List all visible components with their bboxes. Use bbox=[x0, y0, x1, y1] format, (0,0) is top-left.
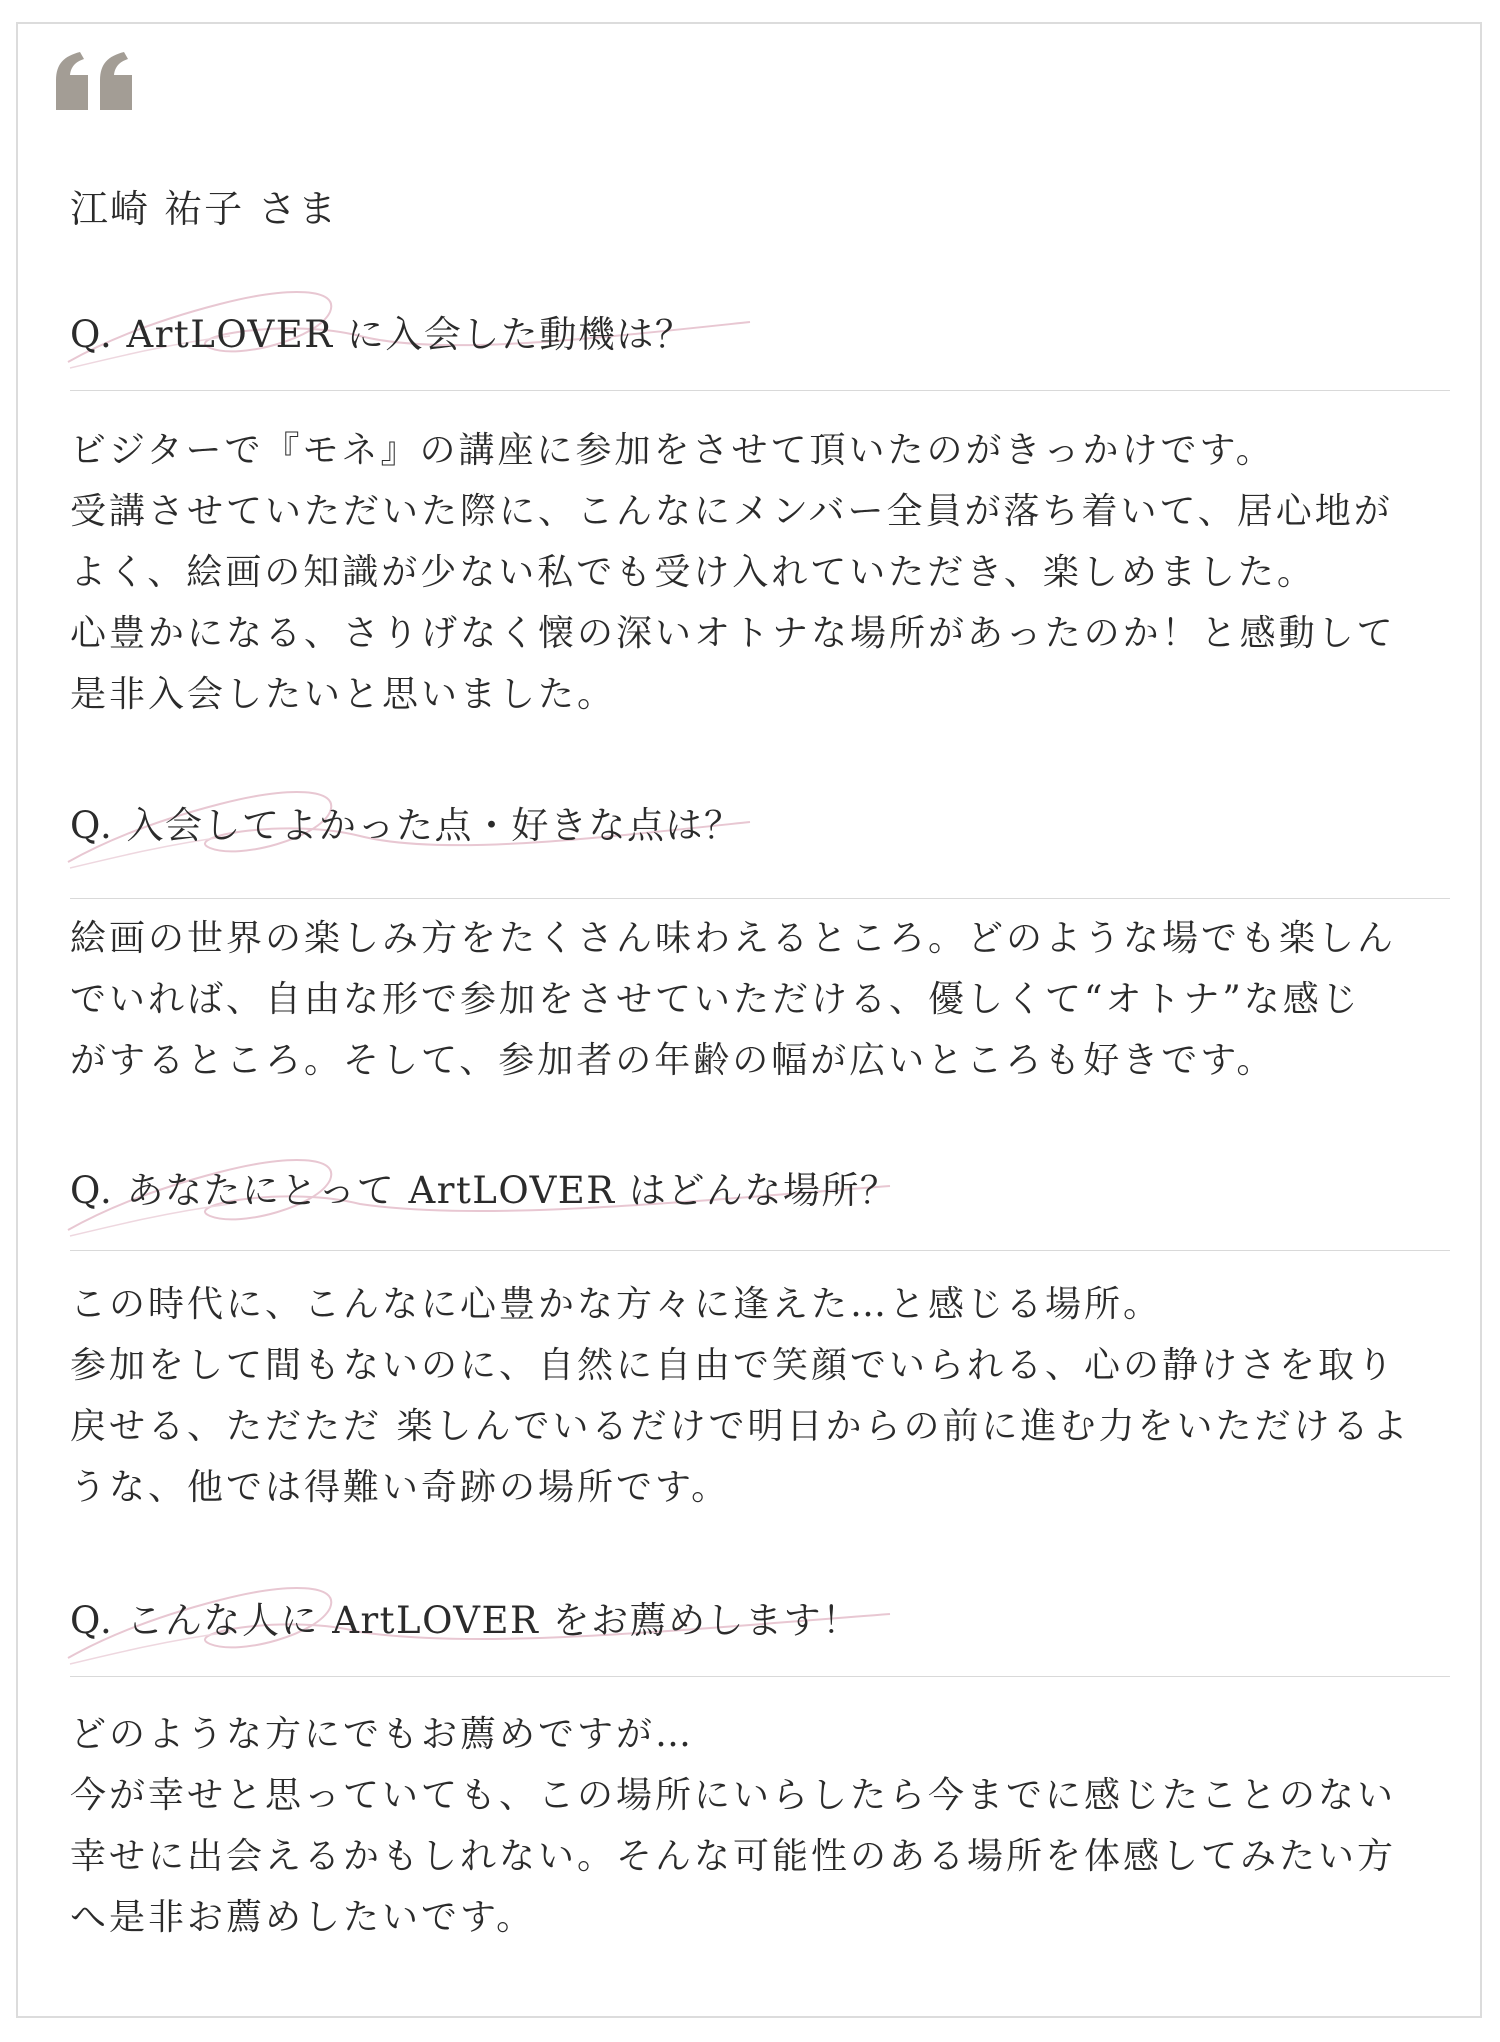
answer-line: 参加をして間もないのに、自然に自由で笑顔でいられる、心の静けさを取り bbox=[70, 1345, 1397, 1386]
question-heading: Q. ArtLOVER に入会した動機は？ bbox=[70, 313, 694, 356]
answer-line: よく、絵画の知識が少ない私でも受け入れていただき、楽しめました。 bbox=[70, 552, 1316, 593]
answer-line: ビジターで『モネ』の講座に参加をさせて頂いたのがきっかけです。 bbox=[70, 430, 1275, 471]
answer-line: 受講させていただいた際に、こんなにメンバー全員が落ち着いて、居心地が bbox=[70, 491, 1393, 532]
question-heading: Q. こんな人に ArtLOVER をお薦めします！ bbox=[70, 1599, 861, 1642]
answer-text bbox=[70, 1274, 1460, 1518]
section-divider bbox=[70, 390, 1450, 391]
answer-line: でいれば、自由な形で参加をさせていただける、優しくて“オトナ”な感じ bbox=[70, 979, 1361, 1020]
answer-line: うな、他では得難い奇跡の場所です。 bbox=[70, 1467, 731, 1508]
answer-line: 戻せる、ただただ 楽しんでいるだけで明日からの前に進む力をいただけるよ bbox=[70, 1406, 1411, 1447]
answer-text bbox=[70, 420, 1460, 725]
question-heading: Q. あなたにとって ArtLOVER はどんな場所？ bbox=[70, 1169, 899, 1212]
answer-text bbox=[70, 1704, 1460, 1948]
section-divider bbox=[70, 1676, 1450, 1677]
quote-icon bbox=[54, 50, 136, 114]
answer-line: この時代に、こんなに心豊かな方々に逢えた…と感じる場所。 bbox=[70, 1284, 1163, 1325]
section-divider bbox=[70, 898, 1450, 899]
respondent-name: 江崎 祐子 さま bbox=[70, 187, 339, 231]
answer-line: へ是非お薦めしたいです。 bbox=[70, 1897, 536, 1938]
answer-line: 心豊かになる、さりげなく懐の深いオトナな場所があったのか！と感動して bbox=[70, 613, 1396, 654]
answer-line: がするところ。そして、参加者の年齢の幅が広いところも好きです。 bbox=[70, 1040, 1276, 1081]
section-divider bbox=[70, 1250, 1450, 1251]
answer-line: どのような方にでもお薦めですが… bbox=[70, 1714, 695, 1755]
question-heading: Q. 入会してよかった点・好きな点は？ bbox=[70, 804, 743, 847]
answer-line: 是非入会したいと思いました。 bbox=[70, 674, 617, 715]
answer-line: 今が幸せと思っていても、この場所にいらしたら今までに感じたことのない bbox=[70, 1775, 1397, 1816]
answer-text bbox=[70, 908, 1460, 1091]
answer-line: 絵画の世界の楽しみ方をたくさん味わえるところ。どのような場でも楽しん bbox=[70, 918, 1397, 959]
answer-line: 幸せに出会えるかもしれない。そんな可能性のある場所を体感してみたい方 bbox=[70, 1836, 1397, 1877]
